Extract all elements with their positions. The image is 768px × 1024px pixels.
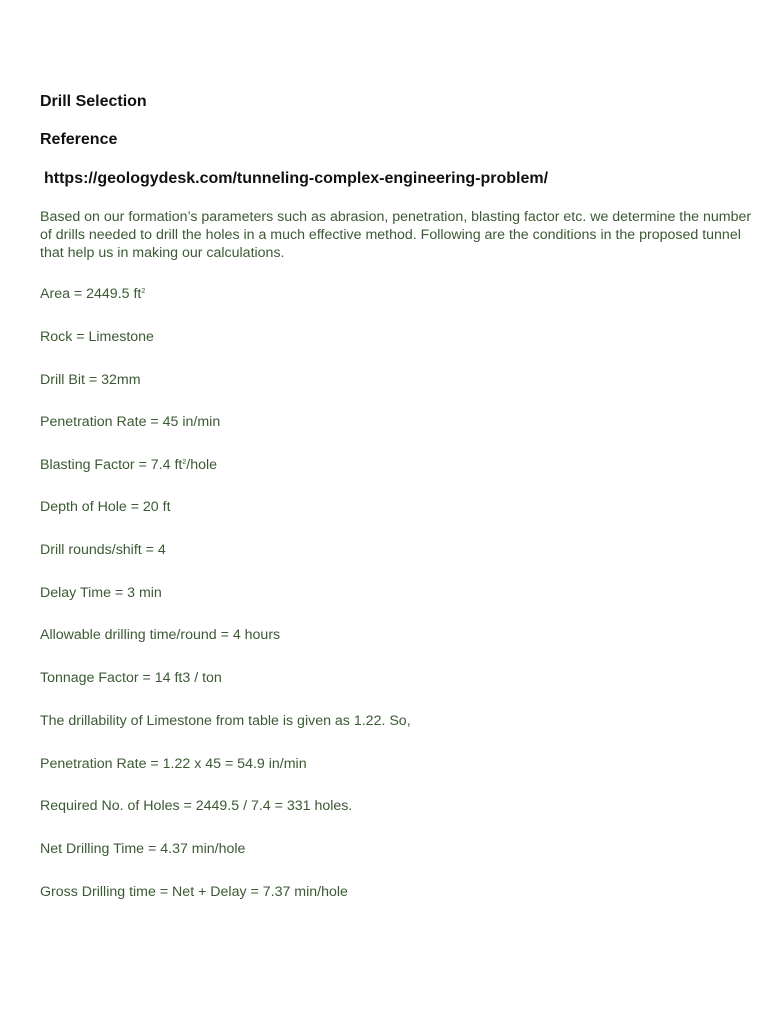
reference-url: https://geologydesk.com/tunneling-complex-engineering-problem/: [44, 170, 549, 187]
rock-line: Rock = Limestone: [40, 329, 154, 345]
drillability-line: The drillability of Limestone from table is given as 1.22. So,: [40, 713, 411, 729]
holes-calc-line: Required No. of Holes = 2449.5 / 7.4 = 331 holes.: [40, 798, 353, 814]
delay-time-line: Delay Time = 3 min: [40, 585, 162, 601]
page-title: Drill Selection: [40, 93, 147, 110]
allowable-time-line: Allowable drilling time/round = 4 hours: [40, 627, 281, 643]
blasting-factor-suffix: /hole: [186, 457, 218, 473]
depth-of-hole-line: Depth of Hole = 20 ft: [40, 499, 171, 515]
intro-paragraph: Based on our formation’s parameters such as abrasion, penetration, blasting factor etc. we determine the number of drills needed to drill the holes in a much effective method. Following are the conditions in the proposed tunnel that help us in making our calculations.: [40, 209, 752, 261]
drill-rounds-line: Drill rounds/shift = 4: [40, 542, 166, 558]
tonnage-factor-line: Tonnage Factor = 14 ft3 / ton: [40, 670, 222, 686]
blasting-factor-superscript: 2: [182, 459, 187, 466]
area-superscript: 2: [141, 288, 146, 295]
blasting-factor-text: Blasting Factor = 7.4 ft: [40, 457, 183, 473]
reference-heading: Reference: [40, 131, 118, 148]
drill-bit-line: Drill Bit = 32mm: [40, 372, 141, 388]
area-text: Area = 2449.5 ft: [40, 286, 142, 302]
penetration-rate-line: Penetration Rate = 45 in/min: [40, 414, 221, 430]
net-drilling-line: Net Drilling Time = 4.37 min/hole: [40, 841, 246, 857]
area-line: [40, 286, 145, 302]
penetration-calc-line: Penetration Rate = 1.22 x 45 = 54.9 in/min: [40, 756, 307, 772]
gross-drilling-line: Gross Drilling time = Net + Delay = 7.37 min/hole: [40, 884, 348, 900]
blasting-factor-line: [40, 457, 217, 473]
